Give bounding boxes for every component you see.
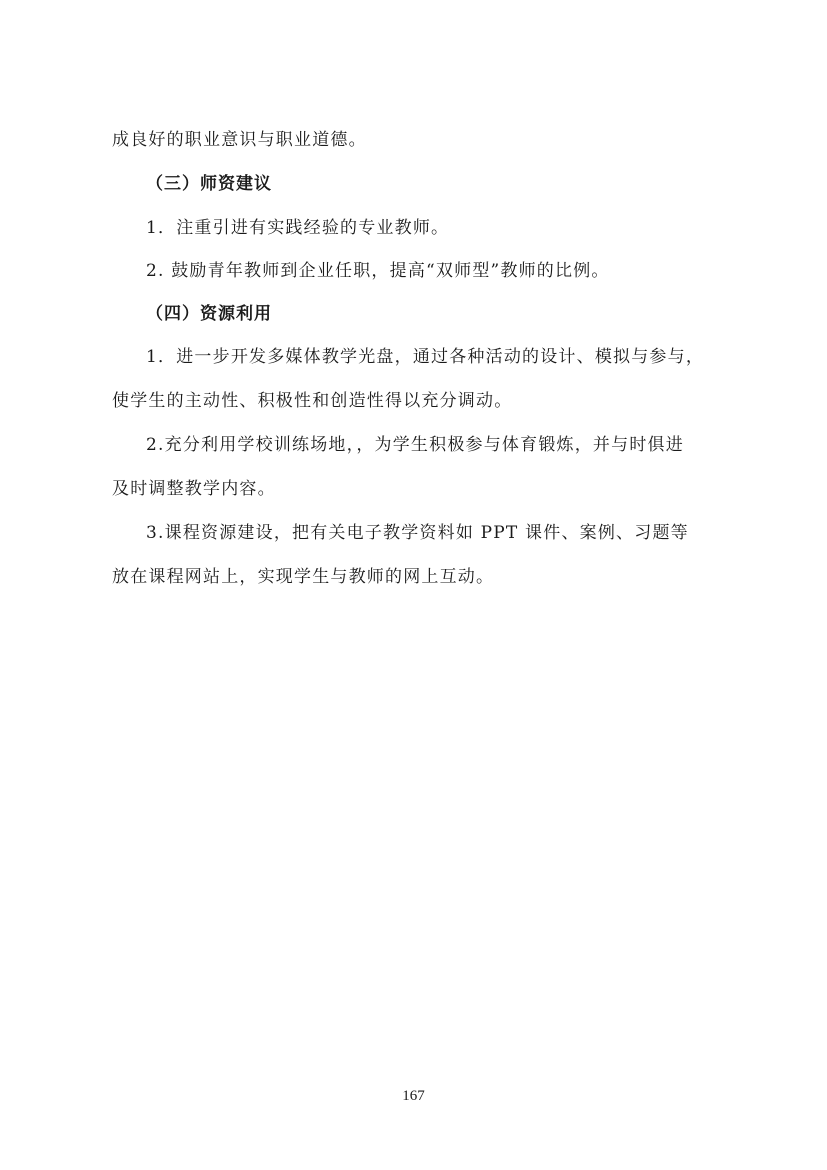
teachers-item-2: 2. 鼓励青年教师到企业任职，提高“双师型”教师的比例。 [146,261,610,281]
resources-item-3-line-1: 3.课程资源建设，把有关电子教学资料如 PPT 课件、案例、习题等 [146,523,689,543]
resources-item-3-line-2: 放在课程网站上，实现学生与教师的网上互动。 [112,567,495,587]
page-number: 167 [402,1088,425,1104]
resources-item-2-line-2: 及时调整教学内容。 [112,479,276,499]
teachers-item-1: 1．注重引进有实践经验的专业教师。 [146,218,450,238]
resources-item-1-line-1: 1．进一步开发多媒体教学光盘，通过各种活动的设计、模拟与参与， [146,347,705,367]
section-heading-teachers: （三）师资建议 [146,174,272,194]
resources-item-2-line-1: 2.充分利用学校训练场地，，为学生积极参与体育锻炼，并与时俱进 [146,435,684,455]
section-heading-resources: （四）资源利用 [146,304,272,324]
resources-item-1-line-2: 使学生的主动性、积极性和创造性得以充分调动。 [112,391,513,411]
continuation-line: 成良好的职业意识与职业道德。 [112,130,367,150]
